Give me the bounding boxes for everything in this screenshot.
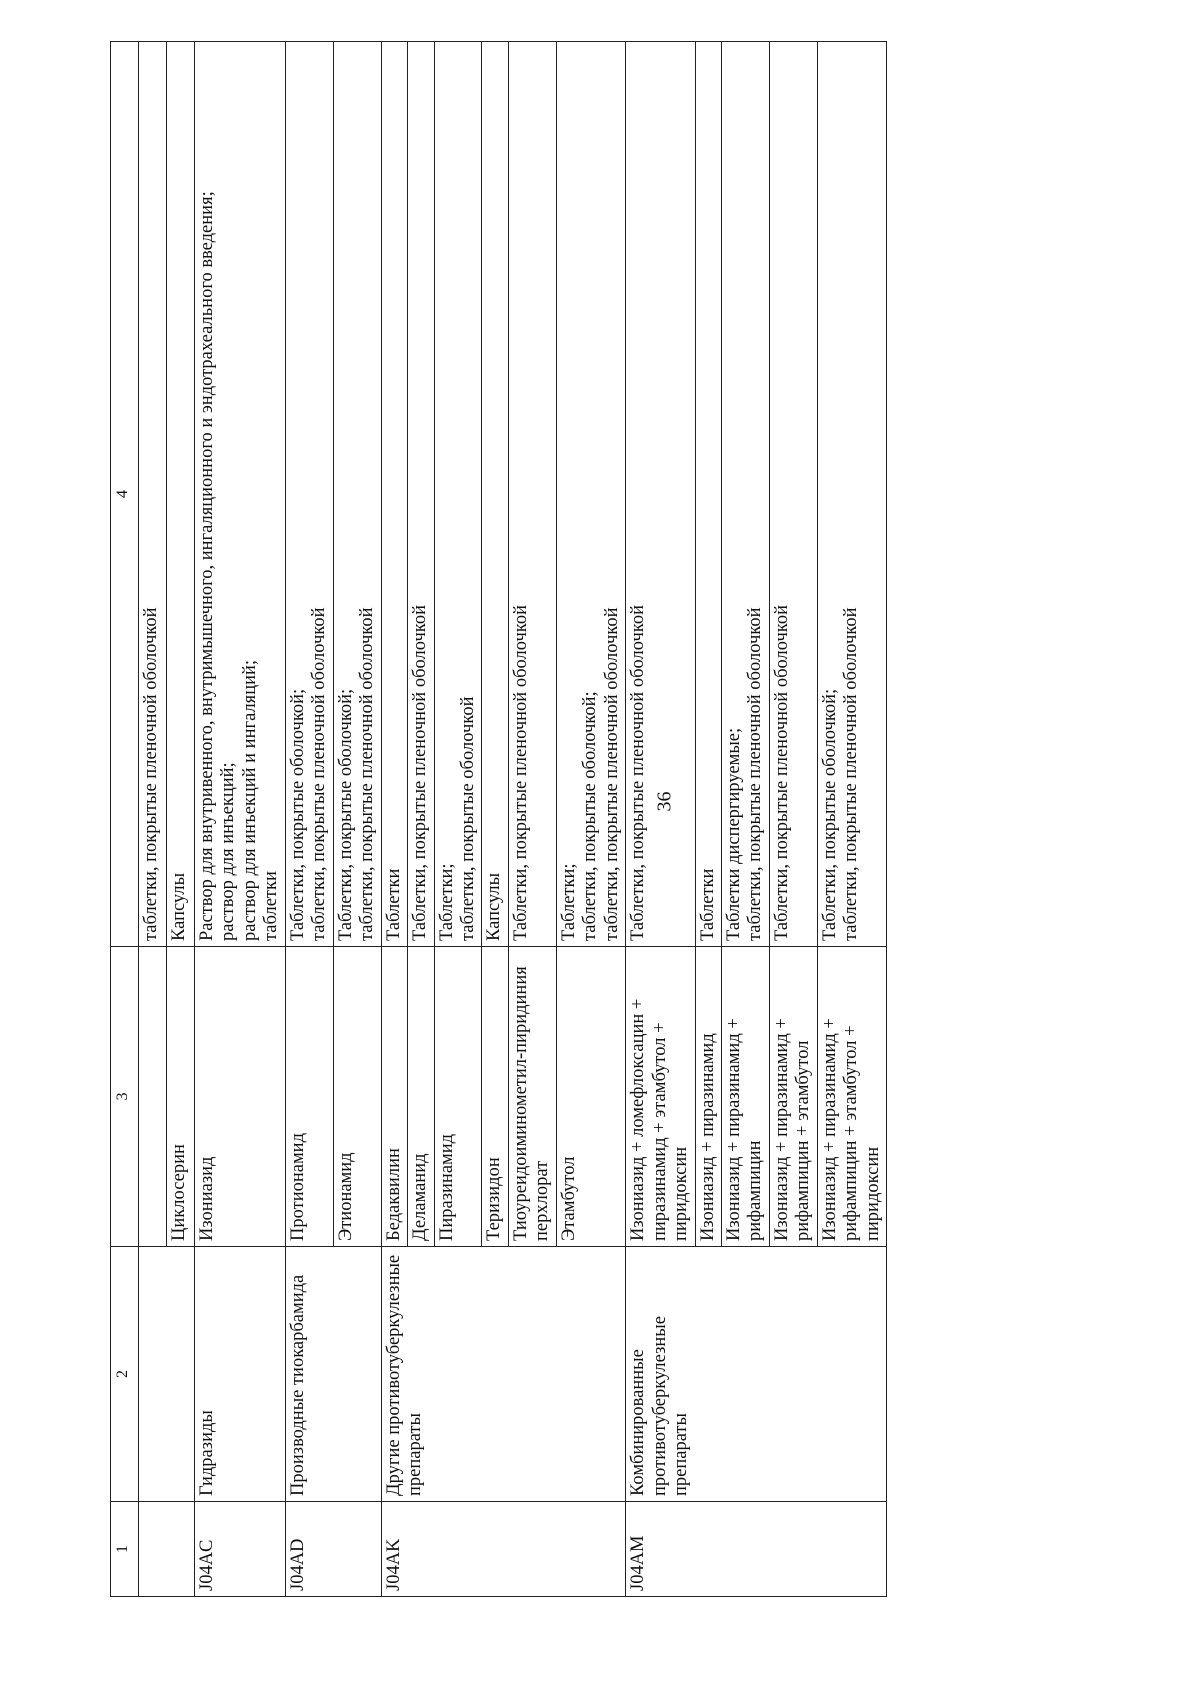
drug-cell: Бедаквилин (381, 947, 407, 1247)
code-cell (139, 1502, 195, 1597)
form-cell: Капсулы (167, 42, 195, 947)
form-cell: Таблетки, покрытые оболочкой; таблетки, покрытые пленочной оболочкой (333, 42, 381, 947)
drug-cell: Этамбутол (556, 947, 625, 1247)
form-cell: Раствор для внутривенного, внутримышечного, ингаляционного и эндотрахеального введения; раствор для инъекций; раствор для инъекций и ингаляций; таблетки (195, 42, 286, 947)
code-cell: J04AD (285, 1502, 381, 1597)
form-cell: Таблетки; таблетки, покрытые оболочкой (434, 42, 482, 947)
form-cell: таблетки, покрытые пленочной оболочкой (139, 42, 167, 947)
drug-cell: Циклосерин (167, 947, 195, 1247)
table-row (626, 42, 695, 1597)
header-col-3: 3 (111, 947, 139, 1247)
header-col-1: 1 (111, 1502, 139, 1597)
table-header-row (111, 42, 139, 1597)
group-cell: Производные тиокарбамида (285, 1247, 381, 1502)
form-cell: Таблетки, покрытые пленочной оболочкой (408, 42, 434, 947)
drug-cell: Изониазид + ломефлоксацин + пиразинамид + этамбутол + пиридоксин (626, 947, 695, 1247)
group-cell: Другие противотуберкулезные препараты (381, 1247, 626, 1502)
group-cell: Гидразиды (195, 1247, 286, 1502)
drug-cell: Этионамид (333, 947, 381, 1247)
table-row (139, 42, 167, 1597)
drug-cell: Деламанид (408, 947, 434, 1247)
drug-cell: Протионамид (285, 947, 333, 1247)
form-cell: Таблетки, покрытые пленочной оболочкой (769, 42, 817, 947)
page-number: 36 (653, 791, 676, 812)
drug-cell: Изониазид + пиразинамид (695, 947, 721, 1247)
group-cell: Комбинированные противотуберкулезные препараты (626, 1247, 887, 1502)
form-cell: Таблетки, покрытые пленочной оболочкой (626, 42, 695, 947)
drug-cell: Изониазид + пиразинамид + рифампицин + этамбутол (769, 947, 817, 1247)
drug-cell: Пиразинамид (434, 947, 482, 1247)
group-cell (139, 1247, 195, 1502)
drug-cell: Изониазид + пиразинамид + рифампицин + этамбутол + пиридоксин (817, 947, 886, 1247)
drug-cell (139, 947, 167, 1247)
form-cell: Таблетки, покрытые оболочкой; таблетки, покрытые пленочной оболочкой (285, 42, 333, 947)
form-cell: Таблетки (695, 42, 721, 947)
table-row (285, 42, 333, 1597)
table-row (381, 42, 407, 1597)
header-col-4: 4 (111, 42, 139, 947)
code-cell: J04AK (381, 1502, 626, 1597)
drug-table (110, 41, 887, 1597)
drug-cell: Тиоуреидоиминометил-пиридиния перхлорат (508, 947, 556, 1247)
rotated-table-wrapper (110, 42, 1102, 1597)
drug-cell: Изониазид (195, 947, 286, 1247)
drug-cell: Изониазид + пиразинамид + рифампицин (721, 947, 769, 1247)
form-cell: Таблетки диспергируемые; таблетки, покрытые пленочной оболочкой (721, 42, 769, 947)
form-cell: Таблетки (381, 42, 407, 947)
form-cell: Таблетки, покрытые оболочкой; таблетки, покрытые пленочной оболочкой (817, 42, 886, 947)
form-cell: Таблетки, покрытые пленочной оболочкой (508, 42, 556, 947)
form-cell: Таблетки; таблетки, покрытые оболочкой; таблетки, покрытые пленочной оболочкой (556, 42, 625, 947)
code-cell: J04AC (195, 1502, 286, 1597)
code-cell: J04AM (626, 1502, 887, 1597)
header-col-2: 2 (111, 1247, 139, 1502)
form-cell: Капсулы (482, 42, 508, 947)
table-row (195, 42, 286, 1597)
drug-cell: Теризидон (482, 947, 508, 1247)
